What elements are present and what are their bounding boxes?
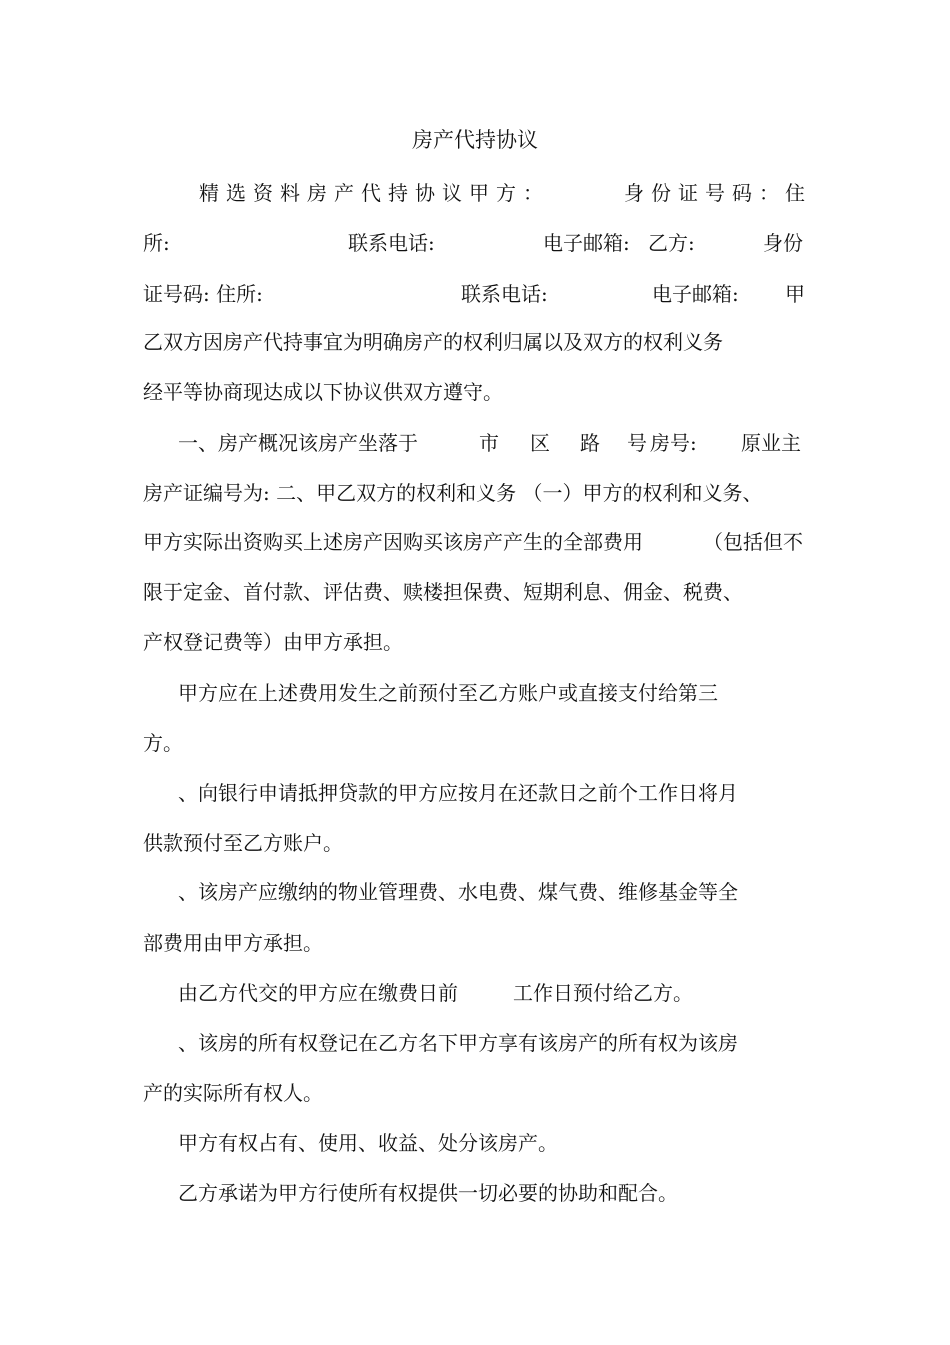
paragraph-line: 产的实际所有权人。: [143, 1081, 323, 1105]
section1-original-owner: 原业主: [741, 431, 801, 455]
section1-room-label: 房号:: [650, 431, 697, 455]
paragraph-line: 方。: [143, 731, 183, 755]
paragraph-line: 甲方实际出资购买上述房产因购买该房产产生的全部费用: [143, 530, 643, 554]
header-phone-label: 联系电话:: [348, 231, 435, 255]
section1-number: 号: [627, 431, 647, 455]
paragraph-line: 乙方承诺为甲方行使所有权提供一切必要的协助和配合。: [178, 1181, 678, 1205]
header-email-label: 电子邮箱:: [543, 231, 630, 255]
header-phone-label-b: 联系电话:: [461, 282, 548, 306]
paragraph-line: 由乙方代交的甲方应在缴费日前: [178, 981, 458, 1005]
paragraph-line: 、该房产应缴纳的物业管理费、水电费、煤气费、维修基金等全: [178, 880, 738, 904]
paragraph-line: 部费用由甲方承担。: [143, 931, 323, 955]
paragraph-line: 工作日预付给乙方。: [513, 981, 693, 1005]
header-party-b-label: 乙方:: [648, 231, 695, 255]
paragraph-line: 甲方有权占有、使用、收益、处分该房产。: [178, 1131, 558, 1155]
paragraph-line: 经平等协商现达成以下协议供双方遵守。: [143, 380, 503, 404]
header-id-address-label: 证号码: 住所:: [143, 282, 263, 306]
section1-city: 市: [479, 431, 499, 455]
paragraph-line: 、向银行申请抵押贷款的甲方应按月在还款日之前个工作日将月: [178, 781, 738, 805]
header-id-label-start: 身份: [763, 231, 803, 255]
paragraph-line: （包括但不: [703, 530, 803, 554]
paragraph-line: 限于定金、首付款、评估费、赎楼担保费、短期利息、佣金、税费、: [143, 580, 743, 604]
header-address-label-start: 住: [785, 181, 805, 205]
section1-road: 路: [580, 431, 600, 455]
paragraph-line: 乙双方因房产代持事宜为明确房产的权利归属以及双方的权利义务: [143, 330, 723, 354]
header-email-label-b: 电子邮箱:: [652, 282, 739, 306]
header-party-start: 甲: [785, 282, 805, 306]
header-party-a-label: 精选资料房产代持协议甲方：: [199, 181, 550, 205]
document-title: 房产代持协议: [412, 128, 538, 152]
paragraph-line: 产权登记费等）由甲方承担。: [143, 630, 403, 654]
paragraph-line: 甲方应在上述费用发生之前预付至乙方账户或直接支付给第三: [178, 681, 718, 705]
section1-location-label: 一、房产概况该房产坐落于: [178, 431, 418, 455]
header-address-label-end: 所:: [143, 231, 170, 255]
paragraph-line: 、该房的所有权登记在乙方名下甲方享有该房产的所有权为该房: [178, 1031, 738, 1055]
section1-district: 区: [530, 431, 550, 455]
paragraph-line: 房产证编号为: 二、甲乙双方的权利和义务 （一）甲方的权利和义务、: [143, 481, 763, 505]
header-id-number-label: 身份证号码：: [624, 181, 786, 205]
paragraph-line: 供款预付至乙方账户。: [143, 831, 343, 855]
